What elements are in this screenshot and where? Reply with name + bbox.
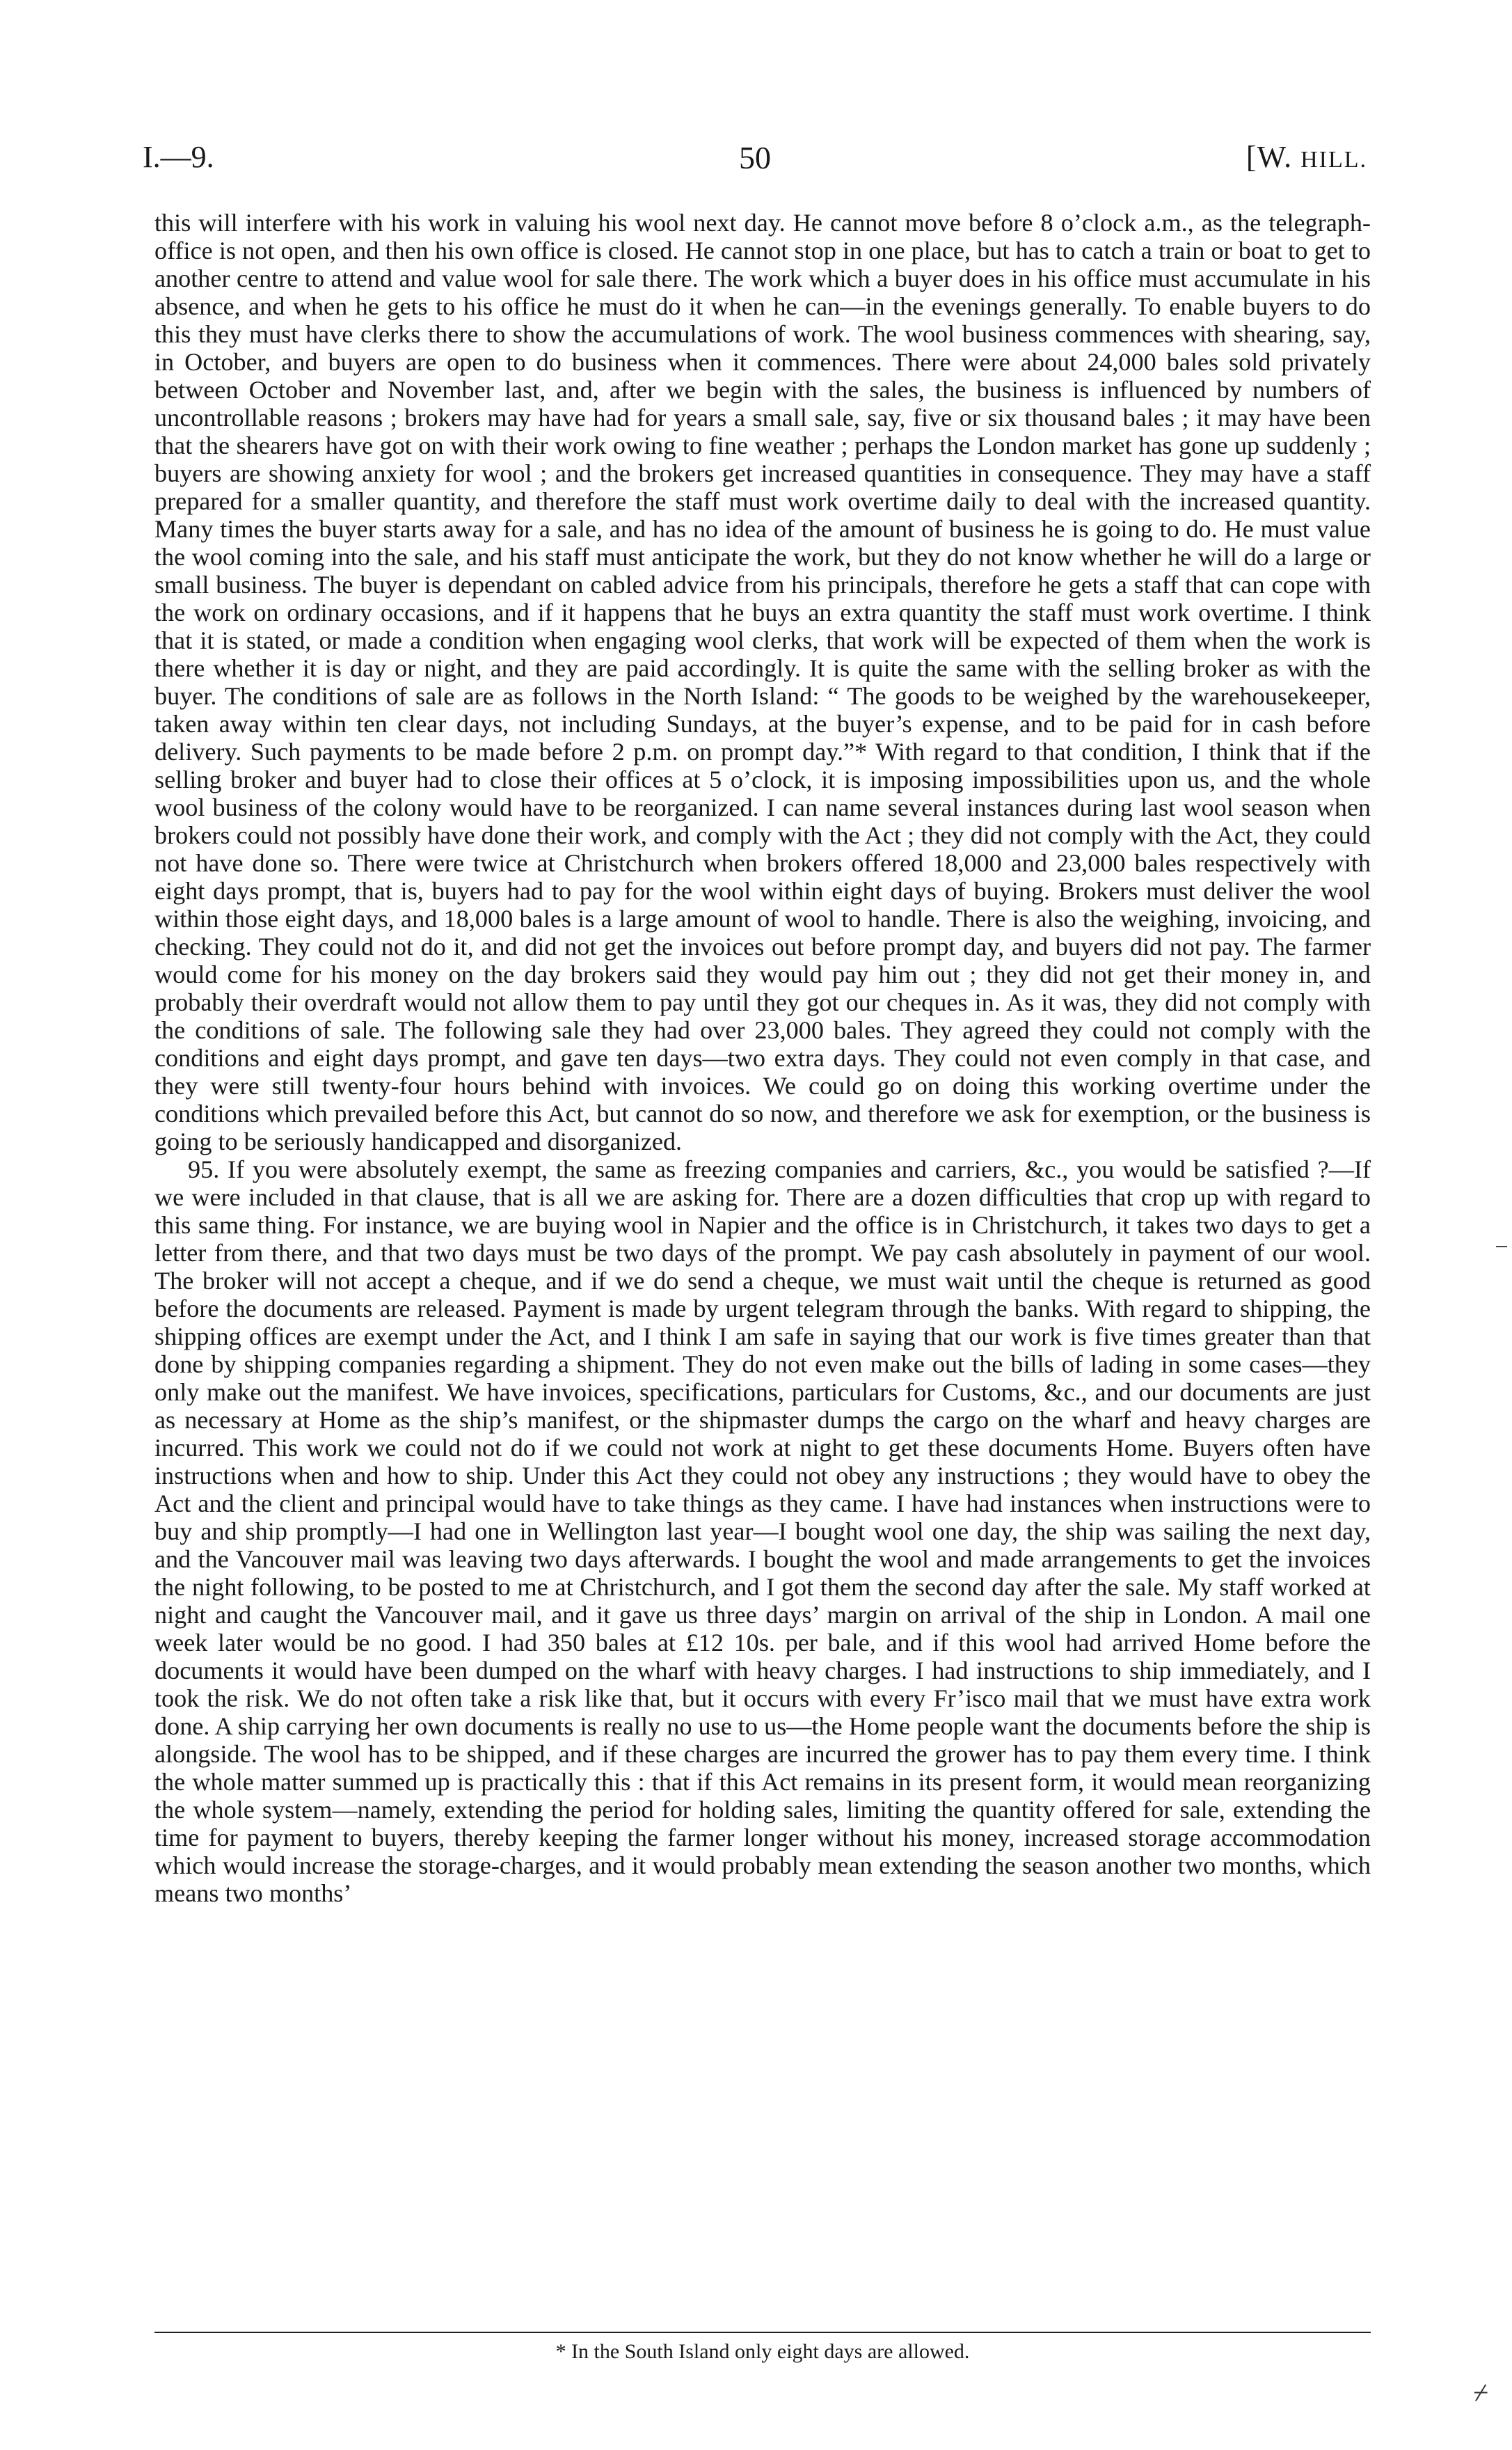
page-number: 50 <box>739 140 771 175</box>
paragraph-1: this will interfere with his work in valuing his wool next day. He cannot move before 8 o’clock a.m., as the telegraph-office is not open, and then his own office is closed. He cannot stop in one place, but has to catch a train or boat to get to another centre to attend and value wool for sale there. The work which a buyer does in his office must accumulate in his absence, and when he gets to his office he must do it when he can—in the evenings generally. To enable buyers to do this they must have clerks there to show the accumulations of work. The wool business commences with shearing, say, in October, and buyers are open to do business when it commences. There were about 24,000 bales sold privately between October and November last, and, after we begin with the sales, the business is influenced by numbers of uncontrollable reasons ; brokers may have had for years a small sale, say, five or six thousand bales ; it may have been that the shearers have got on with their work owing to fine weather ; perhaps the London market has gone up suddenly ; buyers are showing anxiety for wool ; and the brokers get increased quantities in consequence. They may have a staff prepared for a smaller quantity, and therefore the staff must work overtime daily to deal with the increased quantity. Many times the buyer starts away for a sale, and has no idea of the amount of business he is going to do. He must value the wool coming into the sale, and his staff must anticipate the work, but they do not know whether he will do a large or small business. The buyer is dependant on cabled advice from his principals, therefore he gets a staff that can cope with the work on ordinary occasions, and if it happens that he buys an extra quantity the staff must work overtime. I think that it is stated, or made a condition when engaging wool clerks, that work will be expected of them when the work is there whether it is day or night, and they are paid accordingly. It is quite the same with the selling broker as with the buyer. The conditions of sale are as follows in the North Island: “ The goods to be weighed by the warehousekeeper, taken away within ten clear days, not including Sundays, at the buyer’s expense, and to be paid for in cash before delivery. Such payments to be made before 2 p.m. on prompt day.”* With regard to that condition, I think that if the selling broker and buyer had to close their offices at 5 o’clock, it is imposing impossibilities upon us, and the whole wool business of the colony would have to be reorganized. I can name several instances during last wool season when brokers could not possibly have done their work, and comply with the Act ; they did not comply with the Act, they could not have done so. There were twice at Christchurch when brokers offered 18,000 and 23,000 bales respectively with eight days prompt, that is, buyers had to pay for the wool within eight days of buying. Brokers must deliver the wool within those eight days, and 18,000 bales is a large amount of wool to handle. There is also the weighing, invoicing, and checking. They could not do it, and did not get the invoices out before prompt day, and buyers did not pay. The farmer would come for his money on the day brokers said they would pay him out ; they did not get their money in, and probably their overdraft would not allow them to pay until they got our cheques in. As it was, they did not comply with the conditions of sale. The following sale they had over 23,000 bales. They agreed they could not comply with the conditions and eight days prompt, and gave ten days—two extra days. They could not even comply in that case, and they were still twenty-four hours behind with invoices. We could go on doing this working overtime under the conditions which prevailed before this Act, but cannot do so now, and therefore we ask for exemption, or the business is going to be seriously handicapped and disorganized. <box>154 209 1371 1155</box>
footnote-divider <box>154 2332 1371 2333</box>
page-header <box>143 139 1367 195</box>
document-reference: I.—9. <box>143 140 214 174</box>
witness-name-surname: HILL. <box>1300 147 1367 173</box>
margin-mark <box>1496 1246 1507 1247</box>
margin-scribble-icon: ⌿ <box>1474 2380 1488 2406</box>
witness-name <box>1246 139 1367 175</box>
witness-name-prefix: [W. <box>1246 140 1301 174</box>
body-text <box>154 209 1371 1907</box>
paragraph-2: 95. If you were absolutely exempt, the same as freezing companies and carriers, &c., you would be satisfied ?—If we were included in that clause, that is all we are asking for. There are a dozen difficulties that crop up with regard to this same thing. For instance, we are buying wool in Napier and the office is in Christchurch, it takes two days to get a letter from there, and that two days must be two days of the prompt. We pay cash absolutely in payment of our wool. The broker will not accept a cheque, and if we do send a cheque, we must wait until the cheque is returned as good before the documents are released. Payment is made by urgent telegram through the banks. With regard to shipping, the shipping offices are exempt under the Act, and I think I am safe in saying that our work is five times greater than that done by shipping companies regarding a shipment. They do not even make out the bills of lading in some cases—they only make out the manifest. We have invoices, specifications, particulars for Customs, &c., and our documents are just as necessary at Home as the ship’s manifest, or the shipmaster dumps the cargo on the wharf and heavy charges are incurred. This work we could not do if we could not work at night to get these documents Home. Buyers often have instructions when and how to ship. Under this Act they could not obey any instructions ; they would have to obey the Act and the client and principal would have to take things as they came. I have had instances when instructions were to buy and ship promptly—I had one in Wellington last year—I bought wool one day, the ship was sailing the next day, and the Vancouver mail was leaving two days afterwards. I bought the wool and made arrangements to get the invoices the night following, to be posted to me at Christchurch, and I got them the second day after the sale. My staff worked at night and caught the Vancouver mail, and it gave us three days’ margin on arrival of the ship in London. A mail one week later would be no good. I had 350 bales at £12 10s. per bale, and if this wool had arrived Home before the documents it would have been dumped on the wharf with heavy charges. I had instructions to ship immediately, and I took the risk. We do not often take a risk like that, but it occurs with every Fr’isco mail that we must have extra work done. A ship carrying her own documents is really no use to us—the Home people want the documents before the ship is alongside. The wool has to be shipped, and if these charges are incurred the grower has to pay them every time. I think the whole matter summed up is practically this : that if this Act remains in its present form, it would mean reorganizing the whole system—namely, extending the period for holding sales, limiting the quantity offered for sale, extending the time for payment to buyers, thereby keeping the farmer longer without his money, increased storage accommodation which would increase the storage-charges, and it would probably mean extending the season another two months, which means two months’ <box>154 1155 1371 1907</box>
footnote: * In the South Island only eight days are allowed. <box>555 2340 970 2363</box>
